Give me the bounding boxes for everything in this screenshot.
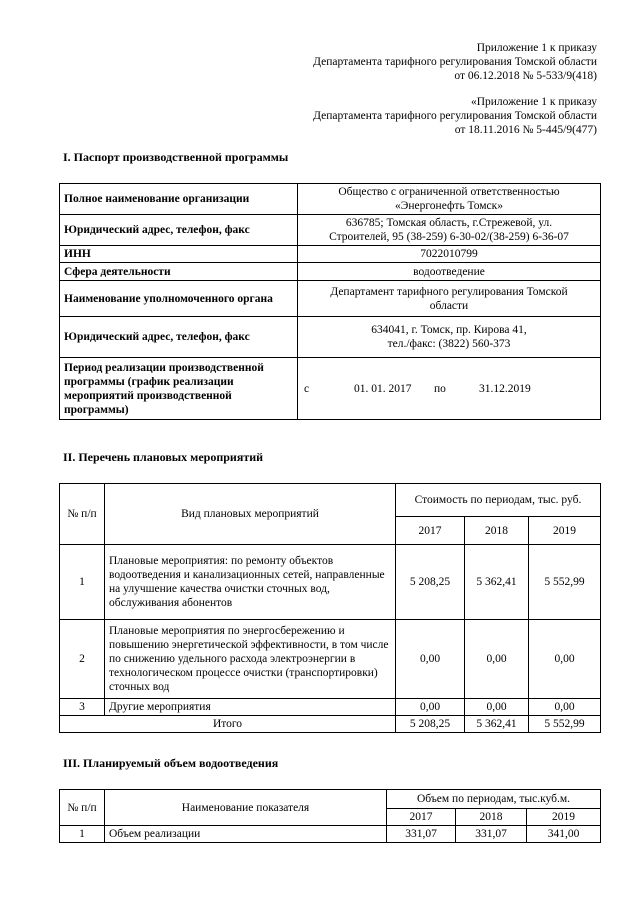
- row-value: 0,00: [529, 699, 601, 716]
- table-row: [60, 246, 601, 263]
- value-line: Строителей, 95 (38-259) 6-30-02/(38-259) 6-36-07: [329, 231, 569, 243]
- row-value: водоотведение: [298, 263, 601, 281]
- period-to-date: 31.12.2019: [479, 382, 531, 395]
- table-row: [60, 263, 601, 281]
- table-row: [60, 317, 601, 358]
- row-value: [298, 317, 601, 358]
- year-header: 2017: [396, 517, 465, 545]
- year-header: 2019: [527, 809, 601, 826]
- period-label: Период реализации производственной программы (график реализации мероприятий производственной программы): [60, 358, 298, 420]
- year-header: 2018: [456, 809, 527, 826]
- row-value: 0,00: [396, 620, 465, 699]
- row-value: [298, 215, 601, 246]
- row-value: 7022010799: [298, 246, 601, 263]
- col-header-name: Наименование показателя: [105, 790, 387, 826]
- row-num: 1: [60, 545, 105, 620]
- table-header-row: [60, 790, 601, 809]
- value-line: области: [429, 299, 469, 312]
- row-name: Плановые мероприятия по энергосбережению и повышению энергетической эффективности, в том числе по снижению удельного расхода электроэнергии в технологическом процессе очистки (транспортировки) сточных вод: [105, 620, 396, 699]
- value-line: «Энергонефть Томск»: [395, 200, 503, 212]
- row-value: [298, 184, 601, 215]
- row-label: Сфера деятельности: [60, 263, 298, 281]
- value-line: тел./факс: (3822) 560-373: [387, 338, 511, 350]
- year-header: 2019: [529, 517, 601, 545]
- col-header-volume: Объем по периодам, тыс.куб.м.: [387, 790, 601, 809]
- section1-title: I. Паспорт производственной программы: [63, 150, 289, 164]
- row-value: 5 552,99: [529, 545, 601, 620]
- row-name: Другие мероприятия: [105, 699, 396, 716]
- table-row: [60, 620, 601, 699]
- row-label: Юридический адрес, телефон, факс: [60, 317, 298, 358]
- row-num: 3: [60, 699, 105, 716]
- value-line: 636785; Томская область, г.Стрежевой, ул.: [345, 217, 553, 229]
- col-header-num: № п/п: [60, 790, 105, 826]
- row-label: Наименование уполномоченного органа: [60, 281, 298, 317]
- row-value: 5 208,25: [396, 545, 465, 620]
- row-value: 0,00: [465, 699, 529, 716]
- row-label: ИНН: [60, 246, 298, 263]
- row-value: [298, 281, 601, 317]
- table-row: [60, 826, 601, 843]
- table-row: [60, 699, 601, 716]
- order-reference-line: Приложение 1 к приказу: [476, 42, 597, 54]
- value-line: Департамент тарифного регулирования Томской: [330, 285, 568, 298]
- row-value: 0,00: [396, 699, 465, 716]
- passport-table: [59, 183, 601, 420]
- volume-table: [59, 789, 601, 843]
- row-value: 0,00: [529, 620, 601, 699]
- table-header-row: [60, 484, 601, 517]
- year-header: 2017: [387, 809, 456, 826]
- row-num: 2: [60, 620, 105, 699]
- col-header-kind: Вид плановых мероприятий: [105, 484, 396, 545]
- measures-table: [59, 483, 601, 733]
- row-name: Плановые мероприятия: по ремонту объектов водоотведения и канализационных сетей, направленные на улучшение качества очистки сточных вод, обслуживания абонентов: [105, 545, 396, 620]
- row-value: 341,00: [527, 826, 601, 843]
- table-row: [60, 184, 601, 215]
- row-value: 5 362,41: [465, 545, 529, 620]
- period-from-word: с: [304, 382, 310, 395]
- order-reference-line: «Приложение 1 к приказу: [470, 96, 597, 108]
- total-row: [60, 716, 601, 733]
- row-name: Объем реализации: [105, 826, 387, 843]
- order-reference-line: Департамента тарифного регулирования Томской области: [313, 110, 597, 122]
- order-reference-previous: [313, 95, 597, 137]
- row-label: Полное наименование организации: [60, 184, 298, 215]
- period-to-word: по: [434, 382, 446, 395]
- table-row: [60, 215, 601, 246]
- table-row: [60, 358, 601, 420]
- total-label: Итого: [60, 716, 396, 733]
- year-header: 2018: [465, 517, 529, 545]
- section2-title: II. Перечень плановых мероприятий: [63, 450, 264, 464]
- col-header-cost: Стоимость по периодам, тыс. руб.: [396, 484, 601, 517]
- row-value: 331,07: [456, 826, 527, 843]
- order-reference-current: [313, 41, 597, 83]
- table-row: [60, 281, 601, 317]
- row-label: Юридический адрес, телефон, факс: [60, 215, 298, 246]
- order-reference-line: Департамента тарифного регулирования Томской области: [313, 56, 597, 68]
- period-value: [298, 358, 601, 420]
- value-line: 634041, г. Томск, пр. Кирова 41,: [371, 324, 527, 336]
- total-value: 5 362,41: [465, 716, 529, 733]
- order-reference-line: от 06.12.2018 № 5-533/9(418): [454, 70, 597, 82]
- period-from-date: 01. 01. 2017: [354, 382, 412, 395]
- col-header-num: № п/п: [60, 484, 105, 545]
- order-reference-line: от 18.11.2016 № 5-445/9(477): [454, 124, 597, 136]
- total-value: 5 208,25: [396, 716, 465, 733]
- table-row: [60, 545, 601, 620]
- section3-title: III. Планируемый объем водоотведения: [63, 756, 279, 770]
- row-num: 1: [60, 826, 105, 843]
- value-line: Общество с ограниченной ответственностью: [338, 186, 560, 198]
- total-value: 5 552,99: [529, 716, 601, 733]
- row-value: 331,07: [387, 826, 456, 843]
- row-value: 0,00: [465, 620, 529, 699]
